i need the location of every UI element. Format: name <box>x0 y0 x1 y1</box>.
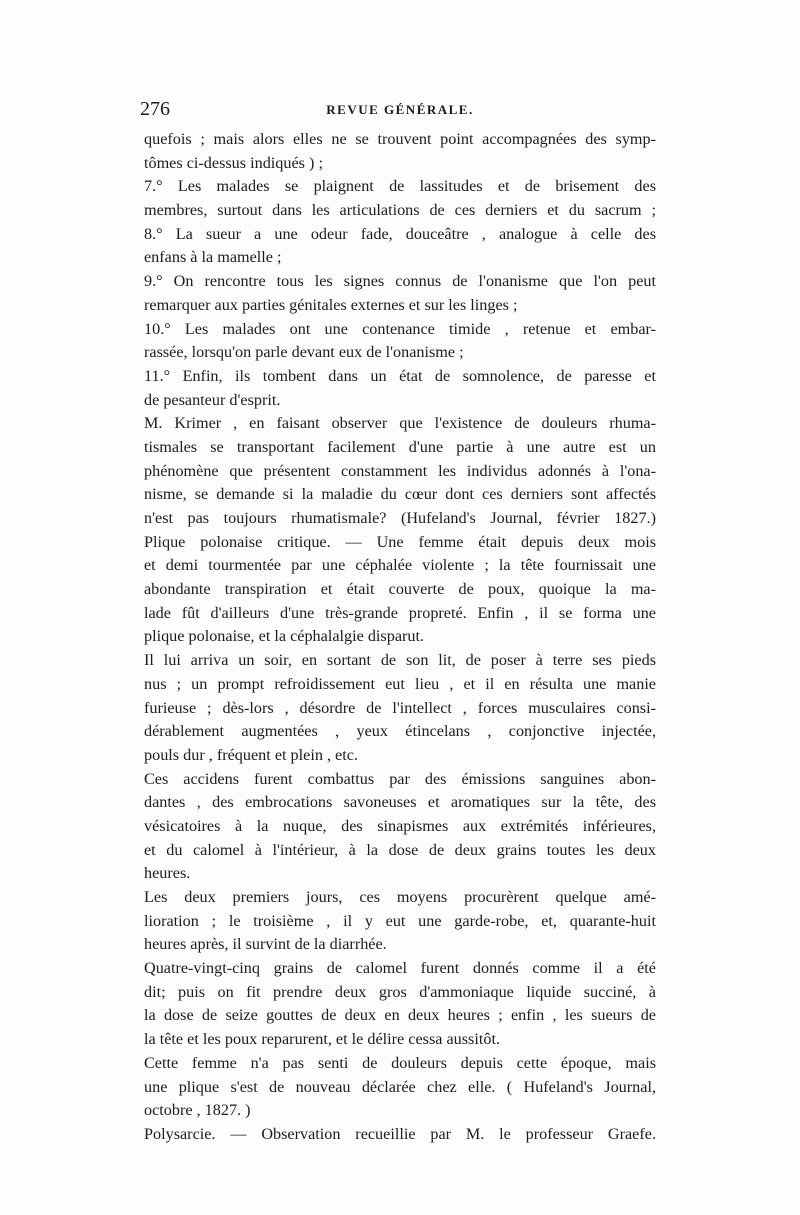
text-line: 8.° La sueur a une odeur fade, douceâtre , analogue à celle des <box>144 224 656 243</box>
text-line: lioration ; le troisième , il y eut une garde-robe, et, quarante-huit <box>144 911 656 930</box>
text-line: nus ; un prompt refroidissement eut lieu , et il en résulta une manie <box>144 674 656 693</box>
running-head <box>140 98 660 122</box>
text-line: Plique polonaise critique. — Une femme était depuis deux mois <box>144 532 656 551</box>
text-line: Cette femme n'a pas senti de douleurs depuis cette époque, mais <box>144 1053 656 1072</box>
text-line: dantes , des embrocations savoneuses et aromatiques sur la tête, des <box>144 793 656 812</box>
text-line: Il lui arriva un soir, en sortant de son lit, de poser à terre ses pieds <box>144 651 656 670</box>
text-line: remarquer aux parties génitales externes et sur les linges ; <box>144 295 518 314</box>
text-line: Ces accidens furent combattus par des émissions sanguines abon- <box>144 769 656 788</box>
text-line: la dose de seize gouttes de deux en deux heures ; enfin , les sueurs de <box>144 1006 656 1025</box>
text-line: et du calomel à l'intérieur, à la dose de deux grains toutes les deux <box>144 840 656 859</box>
text-line: lade fût d'ailleurs d'une très-grande propreté. Enfin , il se forma une <box>144 603 656 622</box>
text-line: plique polonaise, et la céphalalgie disparut. <box>144 627 425 646</box>
text-line: 7.° Les malades se plaignent de lassitudes et de brisement des <box>144 177 656 196</box>
text-line: abondante transpiration et était couverte de poux, quoique la ma- <box>144 580 656 599</box>
text-line: 10.° Les malades ont une contenance timide , retenue et embar- <box>144 319 656 338</box>
text-line: membres, surtout dans les articulations de ces derniers et du sacrum ; <box>144 201 656 220</box>
text-line: dit; puis on fit prendre deux gros d'ammoniaque liquide succiné, à <box>144 982 656 1001</box>
text-line: rassée, lorsqu'on parle devant eux de l'onanisme ; <box>144 343 464 362</box>
text-line: 11.° Enfin, ils tombent dans un état de somnolence, de paresse et <box>144 366 656 385</box>
running-title: REVUE GÉNÉRALE. <box>326 102 474 117</box>
body-text <box>144 128 656 1147</box>
text-line: tismales se transportant facilement d'une partie à une autre est un <box>144 437 656 456</box>
text-line: furieuse ; dès-lors , désordre de l'intellect , forces musculaires consi- <box>144 698 656 717</box>
text-line: la tête et les poux reparurent, et le délire cessa aussitôt. <box>144 1030 500 1049</box>
text-line: Polysarcie. — Observation recueillie par M. le professeur Graefe. <box>144 1124 656 1143</box>
text-line: M. Krimer , en faisant observer que l'existence de douleurs rhuma- <box>144 414 656 433</box>
text-line: tômes ci-dessus indiqués ) ; <box>144 153 323 172</box>
text-line: enfans à la mamelle ; <box>144 248 282 267</box>
text-line: une plique s'est de nouveau déclarée chez elle. ( Hufeland's Journal, <box>144 1077 656 1096</box>
text-line: 9.° On rencontre tous les signes connus de l'onanisme que l'on peut <box>144 272 656 291</box>
text-line: Quatre-vingt-cinq grains de calomel furent donnés comme il a été <box>144 959 656 978</box>
page-number: 276 <box>140 98 170 120</box>
text-line: dérablement augmentées , yeux étincelans , conjonctive injectée, <box>144 722 656 741</box>
text-line: et demi tourmentée par une céphalée violente ; la tête fournissait une <box>144 556 656 575</box>
text-line: octobre , 1827. ) <box>144 1101 251 1120</box>
text-line: Les deux premiers jours, ces moyens procurèrent quelque amé- <box>144 888 656 906</box>
text-line: quefois ; mais alors elles ne se trouvent point accompagnées des symp- <box>144 130 656 148</box>
text-line: pouls dur , fréquent et plein , etc. <box>144 745 358 764</box>
text-line: heures après, il survint de la diarrhée. <box>144 935 387 954</box>
text-line: vésicatoires à la nuque, des sinapismes aux extrémités inférieures, <box>144 816 656 835</box>
text-line: heures. <box>144 864 191 883</box>
text-line: n'est pas toujours rhumatismale? (Hufeland's Journal, février 1827.) <box>144 509 656 527</box>
text-line: de pesanteur d'esprit. <box>144 390 281 409</box>
text-line: phénomène que présentent constamment les individus adonnés à l'ona- <box>144 461 656 480</box>
text-line: nisme, se demande si la maladie du cœur dont ces derniers sont affectés <box>144 485 656 504</box>
